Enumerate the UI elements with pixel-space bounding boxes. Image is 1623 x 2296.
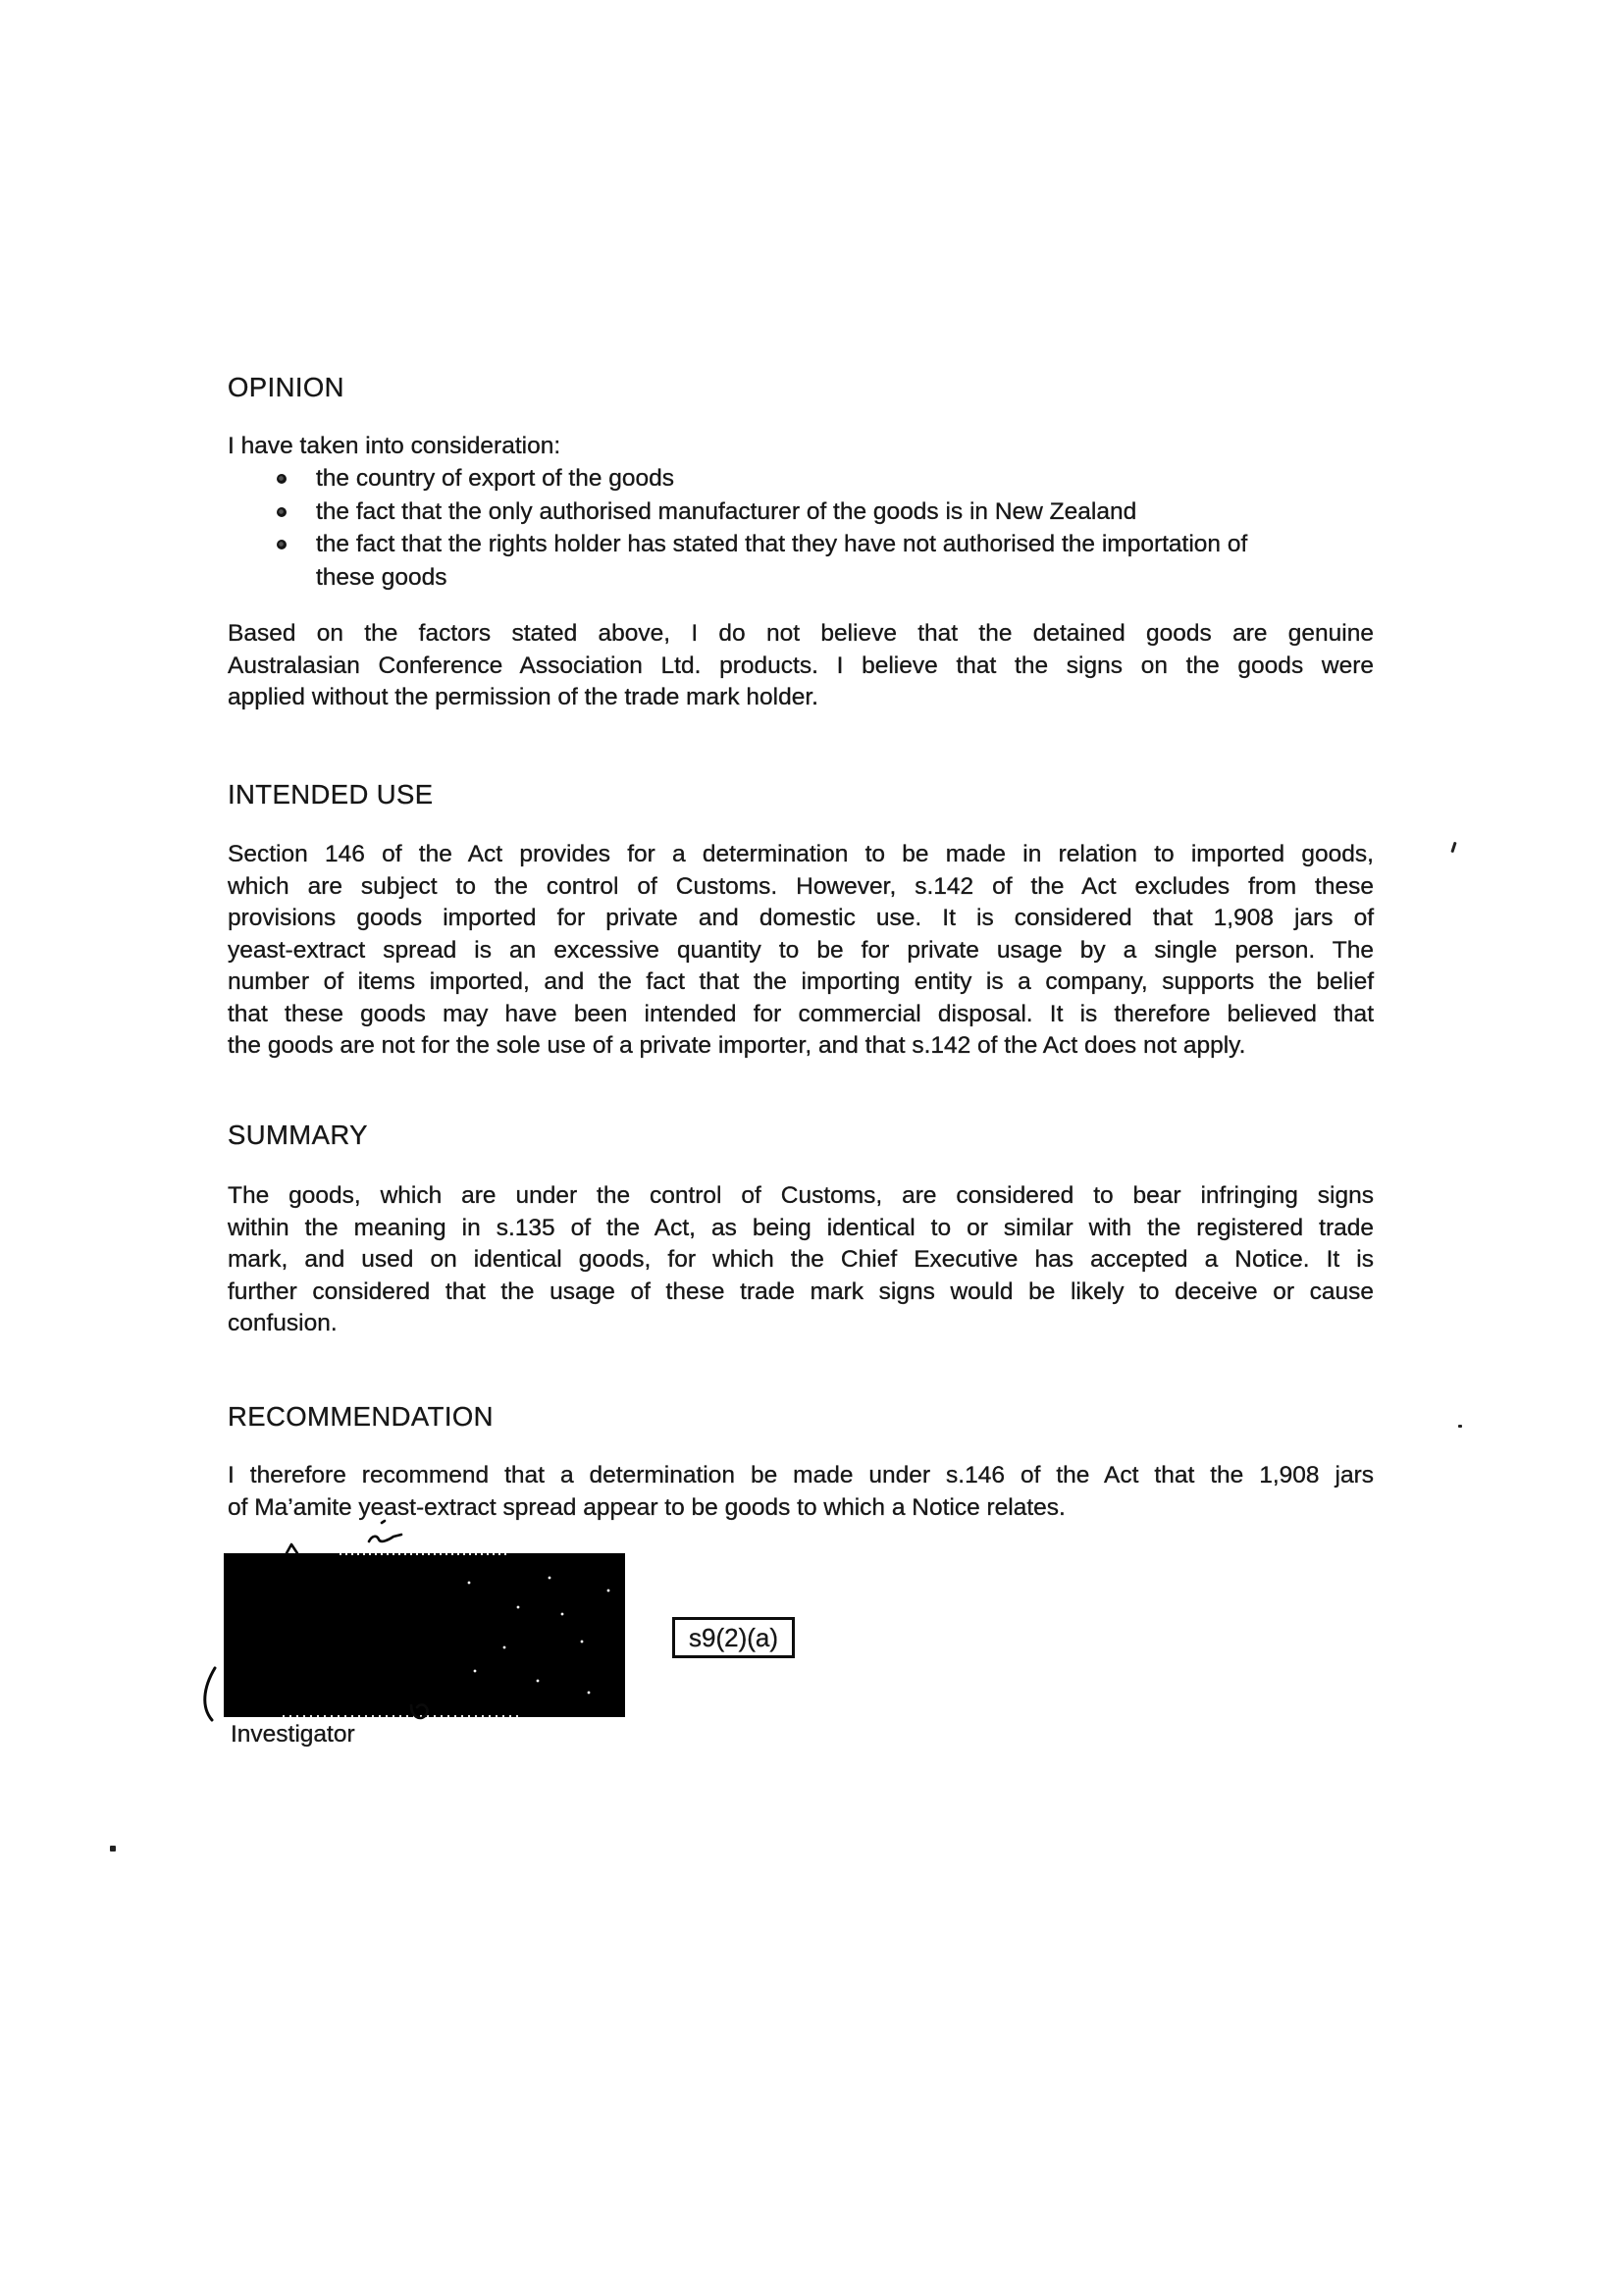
signature-dot-icon: [382, 1521, 385, 1523]
paragraph-line: provisions goods imported for private and domestic use. It is considered that 1,908 jars of: [228, 905, 1374, 931]
intended-use-heading: INTENDED USE: [228, 779, 434, 809]
paragraph-line: further considered that the usage of these trade mark signs would be likely to deceive or cause: [228, 1278, 1374, 1305]
bullet-text: the country of export of the goods: [316, 465, 675, 492]
paragraph-line: Section 146 of the Act provides for a determination to be made in relation to imported goods,: [228, 841, 1374, 867]
opinion-heading: OPINION: [228, 372, 344, 402]
bullet-icon: [277, 540, 287, 549]
signatory-role-label: Investigator: [231, 1721, 355, 1748]
opinion-paragraph: [228, 618, 1374, 714]
bullet-icon: [277, 507, 287, 517]
bullet-icon: [277, 474, 287, 484]
paragraph-line: applied without the permission of the trade mark holder.: [228, 684, 818, 710]
paragraph-line: yeast-extract spread is an excessive quantity to be for private usage by a single person. The: [228, 936, 1374, 964]
signature-peak-icon: [287, 1544, 297, 1553]
list-item: [228, 528, 1374, 594]
bullet-text: the fact that the only authorised manufacturer of the goods is in New Zealand: [316, 497, 1137, 525]
redaction-ground-label: s9(2)(a): [672, 1617, 795, 1658]
paragraph-line: confusion.: [228, 1310, 338, 1336]
scan-artifact-tick: [1450, 842, 1456, 853]
bullet-text: the fact that the rights holder has stated that they have not authorised the importation of: [316, 531, 1248, 557]
paragraph-line: Based on the factors stated above, I do not believe that the detained goods are genuine: [228, 620, 1374, 647]
paragraph-line: number of items imported, and the fact that the importing entity is a company, supports the belief: [228, 968, 1374, 995]
opinion-intro: I have taken into consideration:: [228, 433, 561, 459]
paragraph-line: of Ma’amite yeast-extract spread appear to be goods to which a Notice relates.: [228, 1493, 1066, 1521]
signature-loop-icon: [411, 1704, 428, 1718]
paragraph-line: the goods are not for the sole use of a private importer, and that s.142 of the Act does not apply.: [228, 1032, 1246, 1059]
paragraph-line: I therefore recommend that a determination be made under s.146 of the Act that the 1,908 jars: [228, 1462, 1374, 1488]
scan-artifact-dot: [1458, 1425, 1462, 1428]
signature-ink-marks: [196, 1511, 471, 1747]
paragraph-line: Australasian Conference Association Ltd. products. I believe that the signs on the goods were: [228, 652, 1374, 679]
paragraph-line: that these goods may have been intended for commercial disposal. It is therefore believed that: [228, 1000, 1374, 1027]
paragraph-line: within the meaning in s.135 of the Act, as being identical to or similar with the registered trade: [228, 1214, 1374, 1241]
signature-squiggle-icon: [369, 1535, 401, 1541]
paragraph-line: which are subject to the control of Customs. However, s.142 of the Act excludes from these: [228, 872, 1374, 900]
summary-paragraph: [228, 1180, 1374, 1340]
paragraph-line: mark, and used on identical goods, for which the Chief Executive has accepted a Notice. It is: [228, 1246, 1374, 1273]
signature-paren-icon: [205, 1668, 215, 1720]
list-item: [228, 496, 1374, 529]
opinion-bullet-list: [228, 462, 1374, 594]
intended-use-paragraph: [228, 839, 1374, 1063]
summary-heading: SUMMARY: [228, 1120, 368, 1150]
list-item: [228, 462, 1374, 496]
recommendation-heading: RECOMMENDATION: [228, 1401, 494, 1432]
bullet-text-wrap: these goods: [316, 563, 447, 591]
paragraph-line: The goods, which are under the control of Customs, are considered to bear infringing signs: [228, 1182, 1374, 1209]
scan-artifact-dot: [110, 1846, 116, 1852]
